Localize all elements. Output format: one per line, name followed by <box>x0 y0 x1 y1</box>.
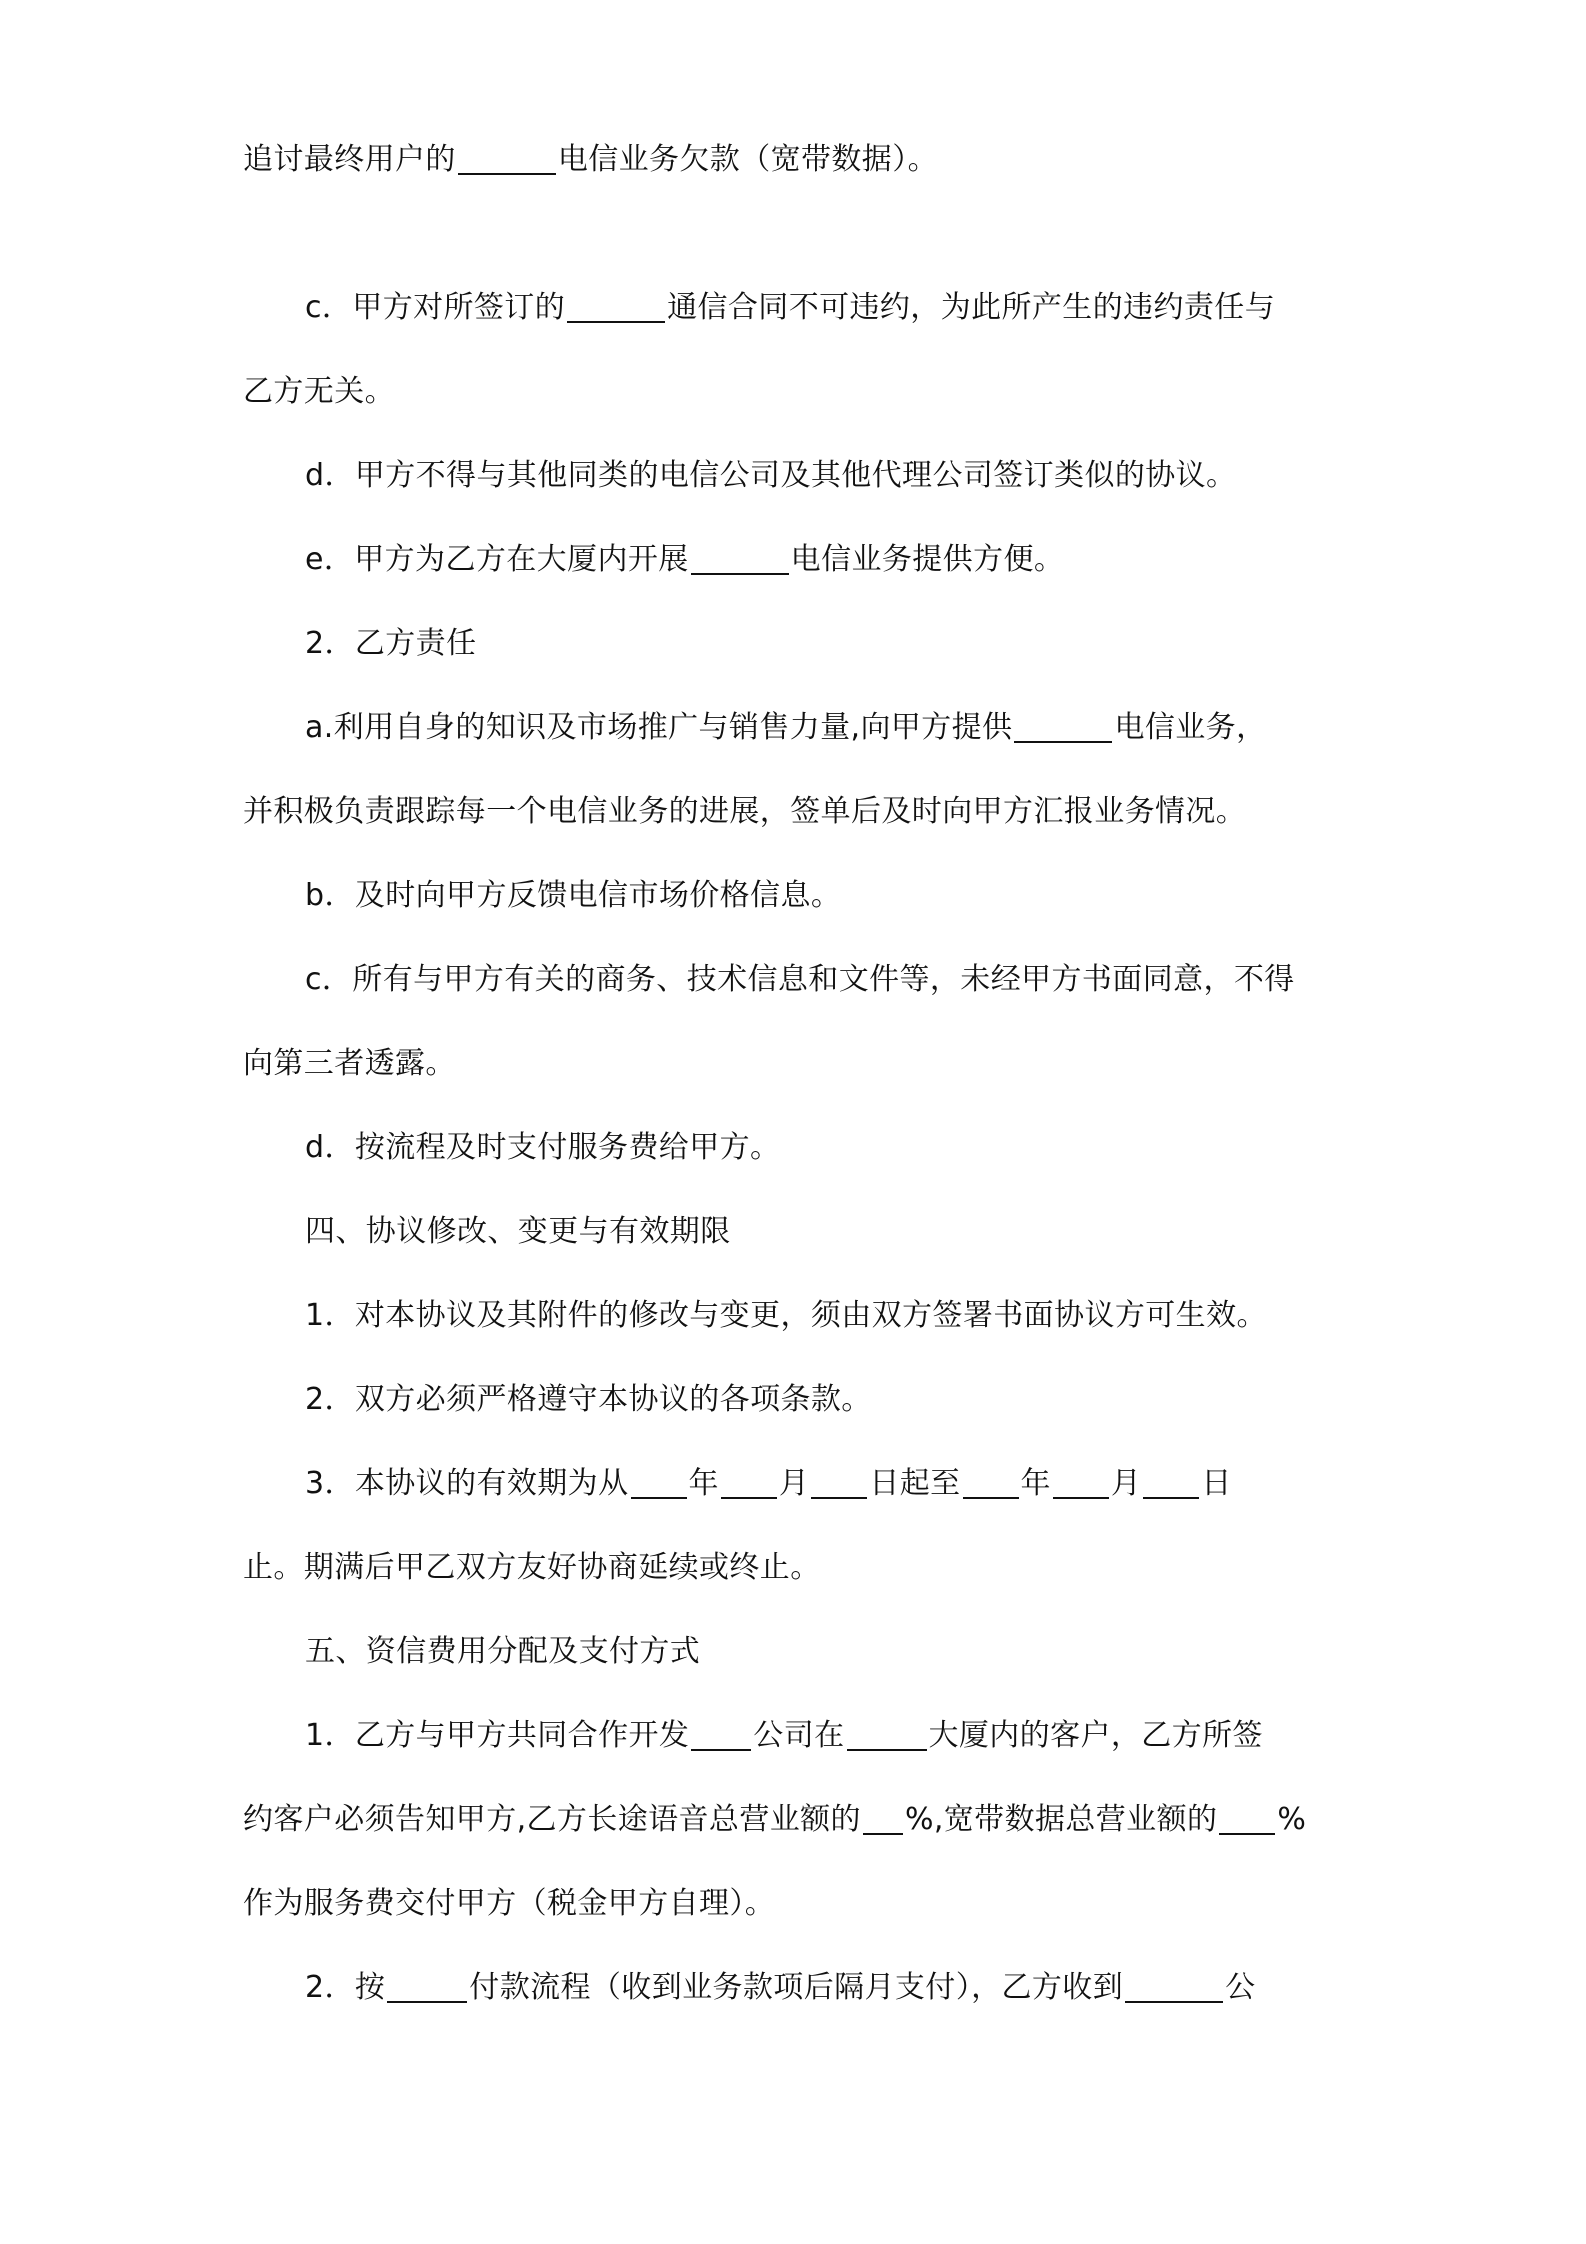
text-line <box>305 1128 780 1168</box>
text-segment: 止。期满后甲乙双方友好协商延续或终止。 <box>243 1550 821 1585</box>
text-line <box>305 1296 1267 1336</box>
fill-blank <box>458 143 556 175</box>
text-line <box>305 624 477 664</box>
text-line <box>305 960 1295 1000</box>
fill-blank <box>631 1467 687 1499</box>
fill-blank <box>1014 711 1112 743</box>
text-segment: 1．对本协议及其附件的修改与变更，须由双方签署书面协议方可生效。 <box>305 1298 1267 1333</box>
fill-blank <box>1143 1467 1199 1499</box>
text-segment: 2．按 <box>305 1970 386 2005</box>
fill-blank <box>1053 1467 1109 1499</box>
text-line <box>243 792 1246 832</box>
text-segment: 电信业务， <box>1114 710 1267 745</box>
section-heading <box>305 1212 731 1252</box>
text-segment: 约客户必须告知甲方,乙方长途语音总营业额的 <box>243 1802 861 1837</box>
fill-blank <box>691 543 789 575</box>
fill-blank <box>387 1971 467 2003</box>
text-segment: c．甲方对所签订的 <box>305 290 566 325</box>
text-segment: 付款流程（收到业务款项后隔月支付），乙方收到 <box>469 1970 1124 2005</box>
fill-blank <box>691 1719 751 1751</box>
text-line <box>243 1548 821 1588</box>
text-segment: 日 <box>1201 1466 1232 1501</box>
text-line <box>243 1044 456 1084</box>
text-segment: %,宽带数据总营业额的 <box>904 1802 1218 1837</box>
text-line <box>243 1800 1306 1840</box>
text-segment: 电信业务提供方便。 <box>790 542 1065 577</box>
text-line <box>305 540 1064 580</box>
text-segment: 并积极负责跟踪每一个电信业务的进展，签单后及时向甲方汇报业务情况。 <box>243 794 1247 829</box>
fill-blank <box>1125 1971 1223 2003</box>
text-segment: e．甲方为乙方在大厦内开展 <box>305 542 689 577</box>
fill-blank <box>847 1719 927 1751</box>
text-line <box>305 1464 1232 1504</box>
text-segment: 大厦内的客户，乙方所签 <box>928 1718 1263 1753</box>
fill-blank <box>963 1467 1019 1499</box>
text-line <box>305 1380 872 1420</box>
text-line <box>305 708 1266 748</box>
text-segment: 2．双方必须严格遵守本协议的各项条款。 <box>305 1382 872 1417</box>
fill-blank <box>1219 1803 1275 1835</box>
text-segment: 向第三者透露。 <box>243 1046 456 1081</box>
text-segment: % <box>1277 1802 1307 1837</box>
text-segment: d．按流程及时支付服务费给甲方。 <box>305 1130 781 1165</box>
text-line <box>305 1968 1256 2008</box>
text-line <box>305 288 1275 328</box>
text-line <box>243 1884 775 1924</box>
fill-blank <box>811 1467 867 1499</box>
text-segment: 年 <box>1020 1466 1051 1501</box>
text-segment: b．及时向甲方反馈电信市场价格信息。 <box>305 878 842 913</box>
text-segment: c．所有与甲方有关的商务、技术信息和文件等，未经甲方书面同意，不得 <box>305 962 1295 997</box>
text-segment: 3．本协议的有效期为从 <box>305 1466 629 1501</box>
fill-blank <box>863 1803 903 1835</box>
text-line <box>243 372 395 412</box>
section-heading <box>305 1632 700 1672</box>
text-segment: 追讨最终用户的 <box>243 142 456 177</box>
text-line <box>305 456 1236 496</box>
text-segment: 月 <box>778 1466 810 1501</box>
text-line <box>243 140 938 180</box>
text-segment: 公 <box>1225 1970 1256 2005</box>
text-segment: 公司在 <box>753 1718 845 1753</box>
text-segment: 2．乙方责任 <box>305 626 477 661</box>
text-segment: 通信合同不可违约，为此所产生的违约责任与 <box>667 290 1276 325</box>
text-segment: 五、资信费用分配及支付方式 <box>305 1634 701 1669</box>
text-segment: 作为服务费交付甲方（税金甲方自理）。 <box>243 1886 776 1921</box>
text-segment: d．甲方不得与其他同类的电信公司及其他代理公司签订类似的协议。 <box>305 458 1237 493</box>
text-segment: 日起至 <box>869 1466 961 1501</box>
text-segment: 乙方无关。 <box>243 374 395 409</box>
text-segment: 年 <box>688 1466 719 1501</box>
text-segment: 电信业务欠款（宽带数据）。 <box>557 142 939 177</box>
text-segment: 月 <box>1110 1466 1142 1501</box>
fill-blank <box>721 1467 777 1499</box>
text-line <box>305 876 841 916</box>
text-segment: 四、协议修改、变更与有效期限 <box>305 1214 731 1249</box>
text-segment: a.利用自身的知识及市场推广与销售力量,向甲方提供 <box>305 710 1013 745</box>
text-line <box>305 1716 1263 1756</box>
text-segment: 1．乙方与甲方共同合作开发 <box>305 1718 690 1753</box>
fill-blank <box>567 291 665 323</box>
